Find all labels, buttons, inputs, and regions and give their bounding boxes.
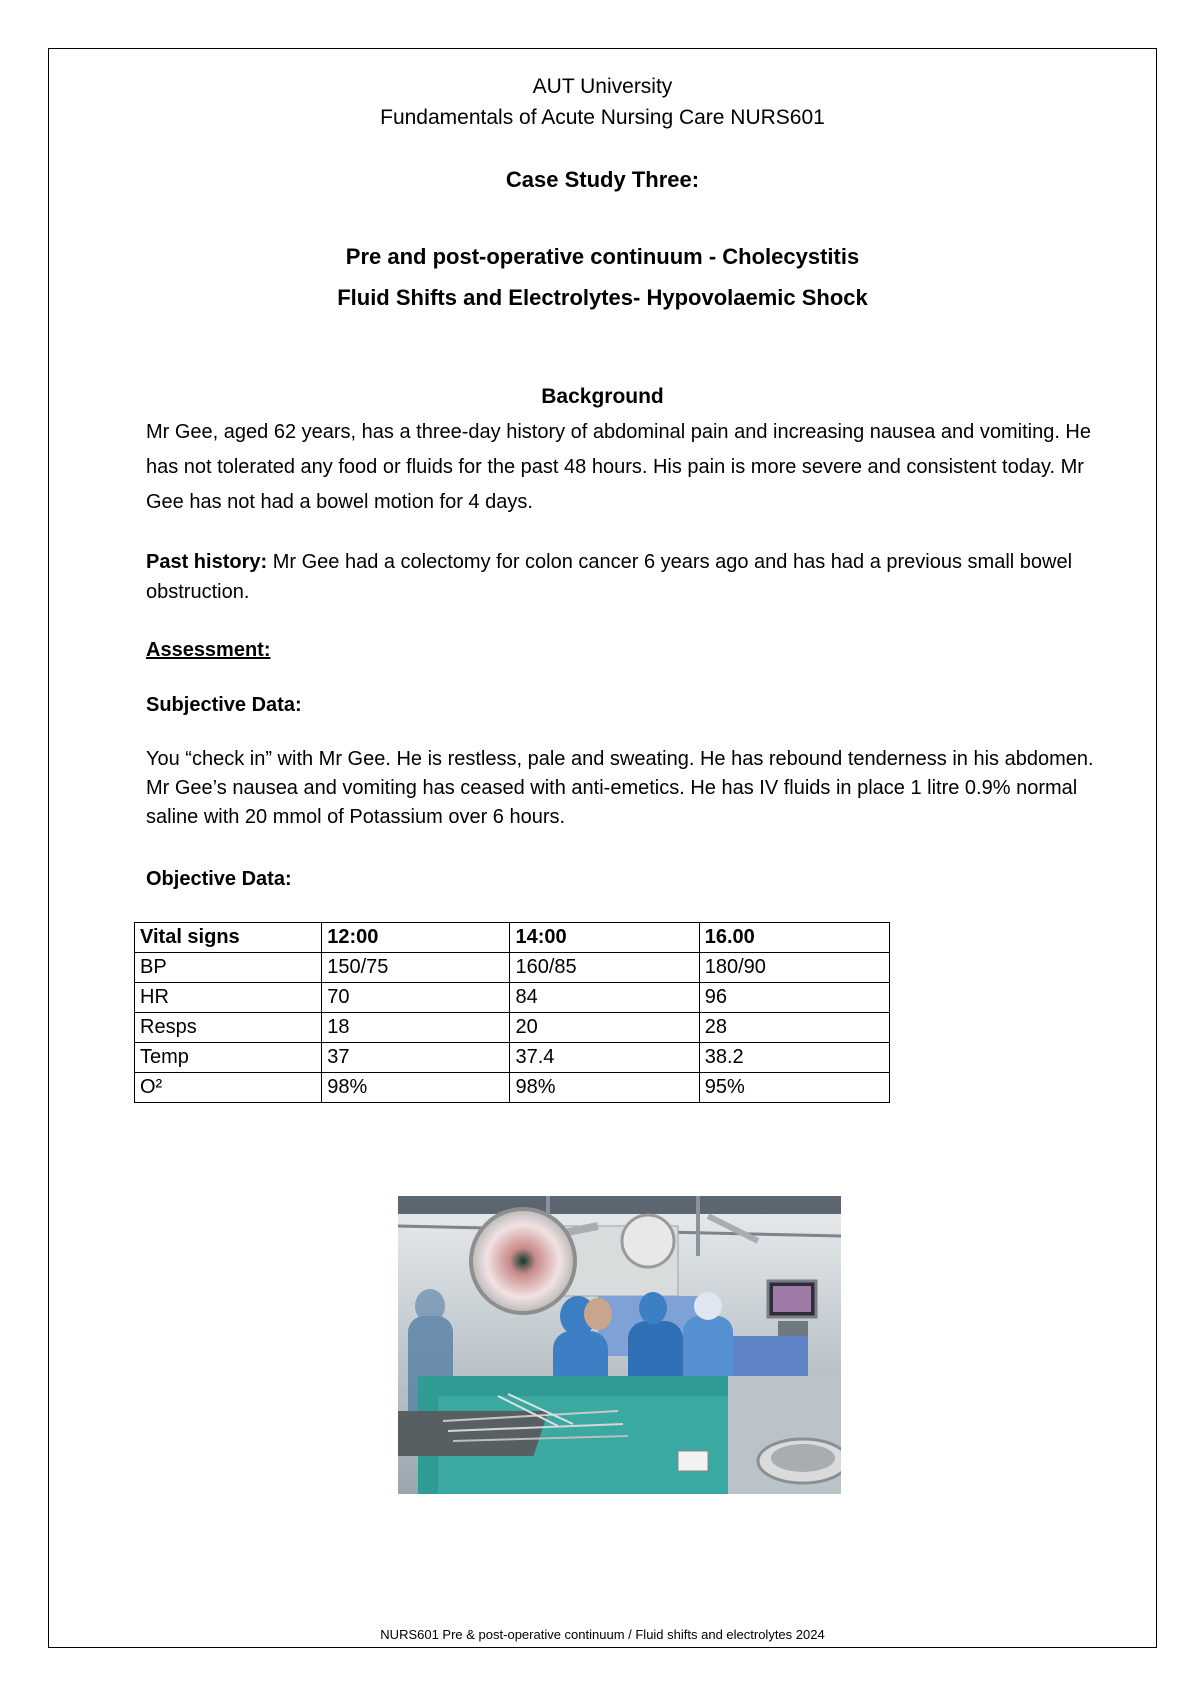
table-cell: 180/90 — [699, 953, 889, 983]
operating-theatre-photo — [398, 1196, 841, 1494]
table-cell: 98% — [322, 1073, 510, 1103]
table-cell: 150/75 — [322, 953, 510, 983]
case-study-title: Case Study Three: — [505, 167, 700, 192]
topic-heading-1: Pre and post-operative continuum - Cholecystitis — [345, 244, 860, 269]
table-cell: HR — [135, 983, 322, 1013]
table-header-cell: 16.00 — [699, 923, 889, 953]
table-cell: Temp — [135, 1043, 322, 1073]
table-cell: 28 — [699, 1013, 889, 1043]
table-row — [135, 953, 890, 983]
table-cell: 37.4 — [510, 1043, 699, 1073]
table-cell: 98% — [510, 1073, 699, 1103]
institution-name: AUT University — [532, 75, 673, 98]
table-cell: 20 — [510, 1013, 699, 1043]
table-cell: 37 — [322, 1043, 510, 1073]
vital-signs-table — [134, 922, 890, 1103]
table-cell: BP — [135, 953, 322, 983]
table-header-cell: 12:00 — [322, 923, 510, 953]
table-row — [135, 1073, 890, 1103]
assessment-heading: Assessment: — [146, 639, 271, 661]
table-header-row — [135, 923, 890, 953]
table-cell: O² — [135, 1073, 322, 1103]
background-text: Mr Gee, aged 62 years, has a three-day history of abdominal pain and increasing nausea and vomiting. He has not tolerated any food or fluids for the past 48 hours. His pain is more severe and consistent today. Mr Gee has not had a bowel motion for 4 days. — [146, 421, 1091, 513]
table-cell: 96 — [699, 983, 889, 1013]
table-row — [135, 1013, 890, 1043]
table-cell: Resps — [135, 1013, 322, 1043]
background-heading: Background — [541, 385, 664, 408]
past-history-label: Past history: — [146, 551, 268, 573]
table-header-cell: Vital signs — [135, 923, 322, 953]
course-title: Fundamentals of Acute Nursing Care NURS601 — [380, 106, 825, 129]
objective-data-heading: Objective Data: — [146, 868, 292, 890]
table-header-cell: 14:00 — [510, 923, 699, 953]
table-cell: 38.2 — [699, 1043, 889, 1073]
table-row — [135, 983, 890, 1013]
table-cell: 70 — [322, 983, 510, 1013]
table-cell: 95% — [699, 1073, 889, 1103]
table-cell: 160/85 — [510, 953, 699, 983]
table-cell: 84 — [510, 983, 699, 1013]
past-history-text: Mr Gee had a colectomy for colon cancer 6 years ago and has had a previous small bowel obstruction. — [146, 551, 1073, 603]
table-cell: 18 — [322, 1013, 510, 1043]
topic-heading-2: Fluid Shifts and Electrolytes- Hypovolaemic Shock — [337, 285, 868, 310]
table-row — [135, 1043, 890, 1073]
subjective-data-text: You “check in” with Mr Gee. He is restless, pale and sweating. He has rebound tenderness in his abdomen. Mr Gee’s nausea and vomiting has ceased with anti-emetics. He has IV fluids in place 1 litre 0.9% normal saline with 20 mmol of Potassium over 6 hours. — [146, 748, 1094, 828]
subjective-data-heading: Subjective Data: — [146, 694, 302, 716]
past-history-paragraph — [146, 547, 1096, 607]
page-footer: NURS601 Pre & post-operative continuum / Fluid shifts and electrolytes 2024 — [380, 1627, 825, 1642]
